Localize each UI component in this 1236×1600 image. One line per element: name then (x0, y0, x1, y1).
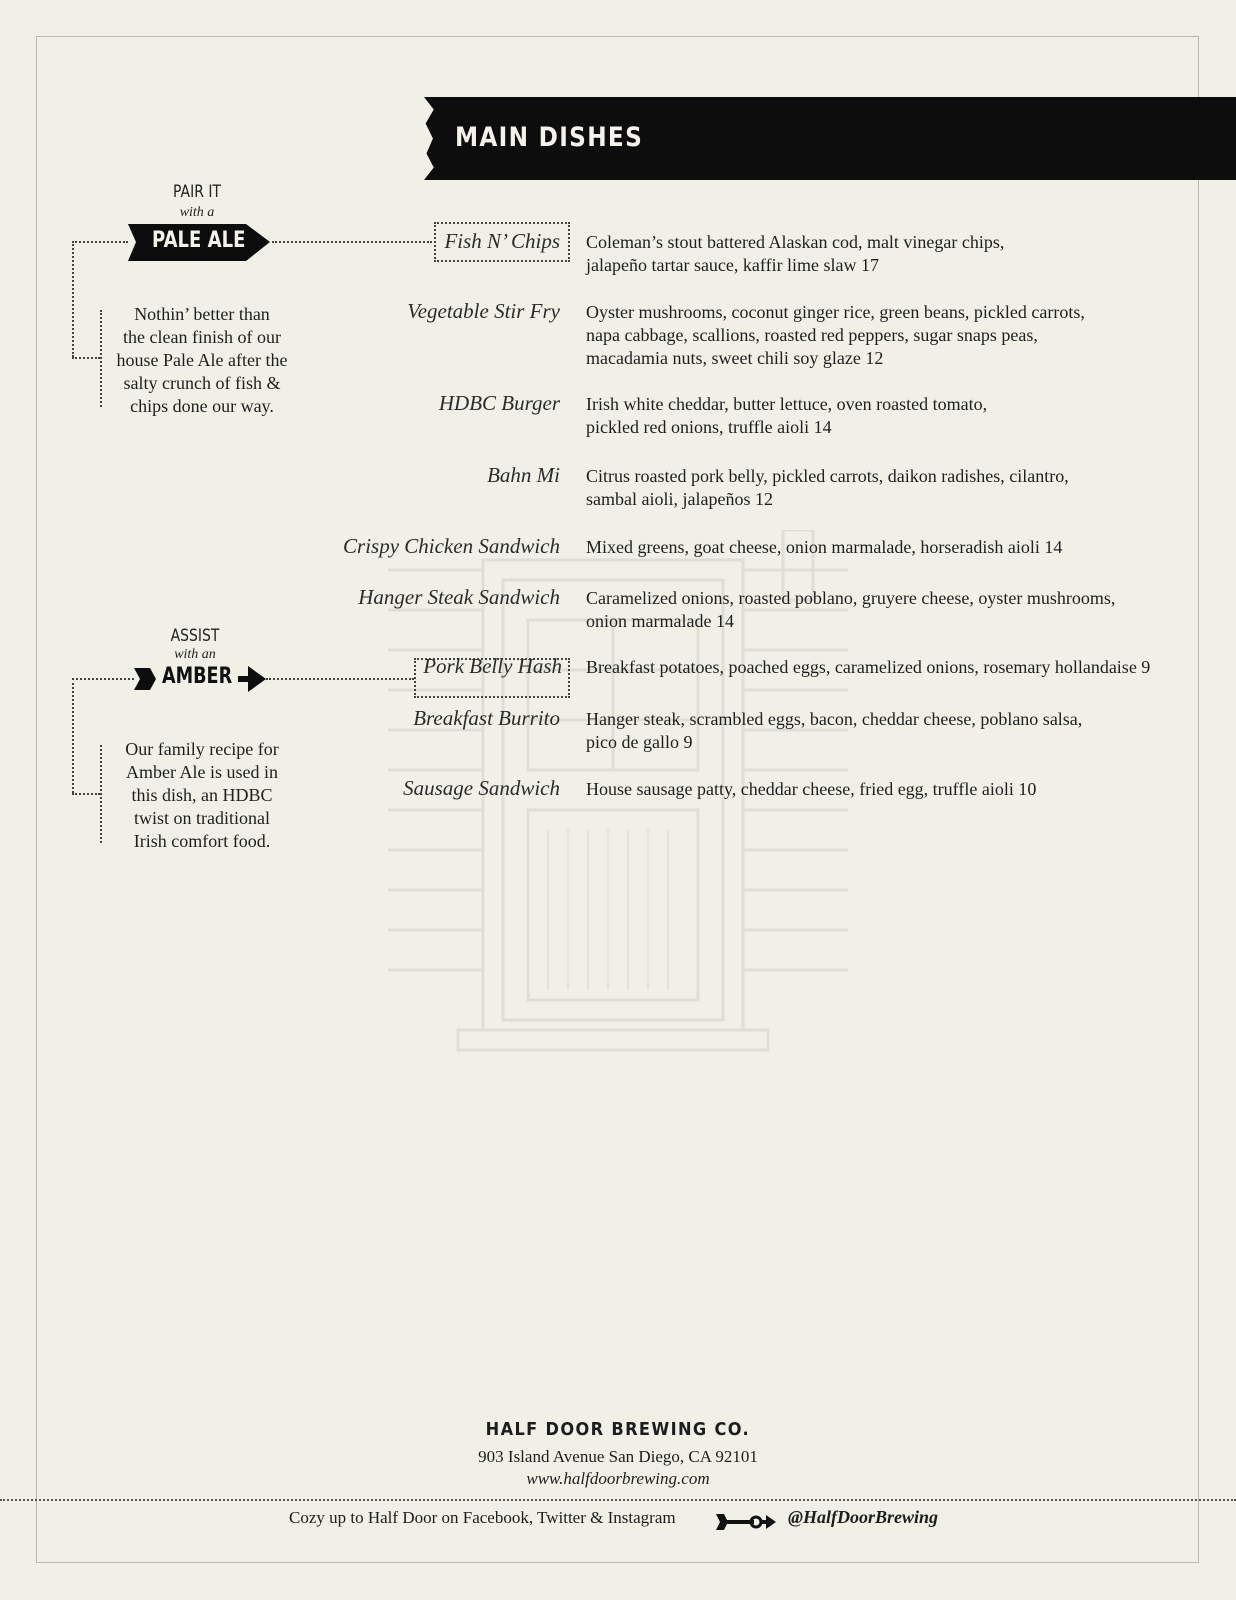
dish-name: Bahn Mi (487, 463, 560, 487)
dish-description: Irish white cheddar, butter lettuce, oven roasted tomato, pickled red onions, truffle aioli 14 (586, 394, 988, 437)
footer-address: 903 Island Avenue San Diego, CA 92101 (478, 1447, 758, 1466)
pairing-connector (72, 241, 128, 243)
pairing-connector (272, 241, 432, 243)
pairing-connector (72, 241, 74, 357)
dish-description: Citrus roasted pork belly, pickled carrots, daikon radishes, cilantro, sambal aioli, jalapeños 12 (586, 466, 1069, 509)
pairing-with: with a (179, 205, 215, 220)
key-arrow-icon (716, 1512, 776, 1532)
dish-description: Coleman’s stout battered Alaskan cod, malt vinegar chips, jalapeño tartar sauce, kaffir lime slaw 17 (586, 232, 1005, 275)
dish-name: Sausage Sandwich (403, 776, 560, 800)
footer-website-link[interactable]: www.halfdoorbrewing.com (526, 1469, 710, 1488)
dish-name: Fish N’ Chips (444, 229, 560, 253)
pairing-description: Our family recipe for Amber Ale is used in this dish, an HDBC twist on traditional Irish comfort food. (125, 739, 279, 851)
pairing-kicker: ASSIST (170, 626, 220, 646)
footer-brand: HALF DOOR BREWING CO. (485, 1419, 751, 1440)
pairing-beer-label: PALE ALE (152, 228, 246, 253)
dish-description: Breakfast potatoes, poached eggs, caramelized onions, rosemary hollandaise 9 (586, 657, 1151, 677)
footer-social-handle[interactable]: @HalfDoorBrewing (788, 1507, 938, 1527)
dish-description: House sausage patty, cheddar cheese, fried egg, truffle aioli 10 (586, 779, 1037, 799)
dish-name: Crispy Chicken Sandwich (343, 534, 560, 558)
pairing-connector (72, 678, 74, 793)
dish-name: Breakfast Burrito (413, 706, 560, 730)
dish-name: Pork Belly Hash (423, 654, 562, 678)
dish-name: HDBC Burger (438, 391, 560, 415)
pairing-kicker: PAIR IT (173, 182, 221, 202)
dish-name: Vegetable Stir Fry (407, 299, 560, 323)
dish-name: Hanger Steak Sandwich (358, 585, 560, 609)
dish-description: Mixed greens, goat cheese, onion marmalade, horseradish aioli 14 (586, 537, 1063, 557)
footer-divider (0, 1499, 1236, 1501)
footer-social-text: Cozy up to Half Door on Facebook, Twitter & Instagram (289, 1508, 676, 1527)
pairing-description: Nothin’ better than the clean finish of our house Pale Ale after the salty crunch of fish & chips done our way. (116, 304, 288, 416)
section-title: MAIN DISHES (455, 122, 644, 153)
pairing-connector (72, 678, 134, 680)
pairing-beer-label: AMBER (162, 664, 233, 689)
pairing-connector (266, 678, 414, 680)
pairing-with: with an (174, 647, 216, 662)
dish-description: Oyster mushrooms, coconut ginger rice, green beans, pickled carrots, napa cabbage, scallions, roasted red peppers, sugar snaps peas, macadamia nuts, sweet chili soy glaze 12 (586, 302, 1085, 368)
dish-description: Caramelized onions, roasted poblano, gruyere cheese, oyster mushrooms, onion marmalade 14 (586, 588, 1116, 631)
dish-description: Hanger steak, scrambled eggs, bacon, cheddar cheese, poblano salsa, pico de gallo 9 (586, 709, 1083, 752)
